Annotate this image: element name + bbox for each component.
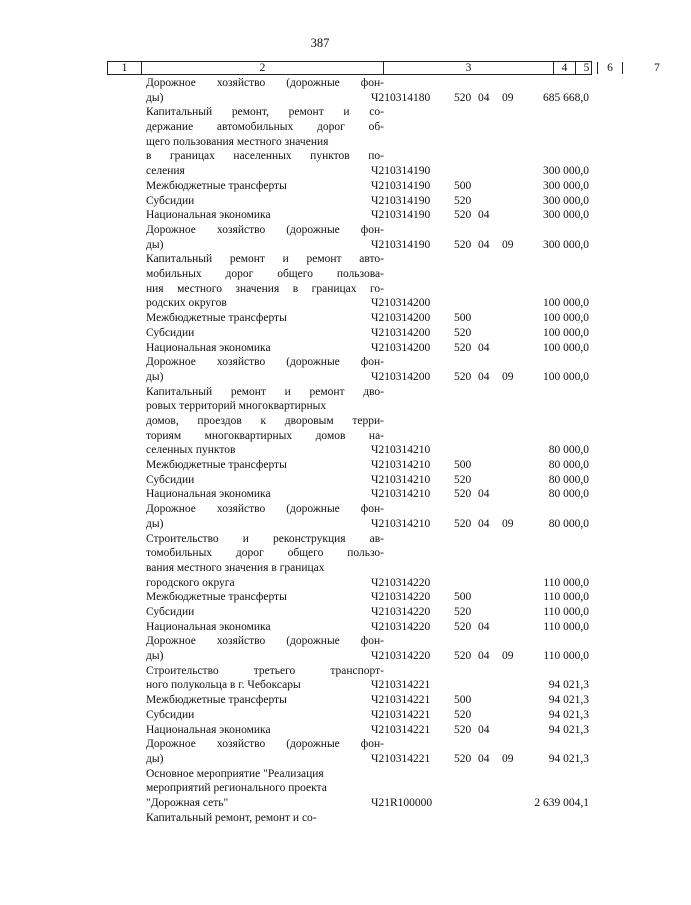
row-name-line: Дорожное хозяйство (дорожные фон- bbox=[146, 635, 384, 648]
row-name bbox=[146, 252, 384, 311]
table-row bbox=[0, 811, 640, 826]
row-name-line: в границах населенных пунктов по- bbox=[146, 150, 384, 163]
row-target-code: Ч210314221 bbox=[371, 752, 431, 765]
row-name-line: домов, проездов к дворовым терри- bbox=[146, 414, 384, 427]
row-target-code: Ч210314210 bbox=[371, 459, 431, 472]
table-row bbox=[0, 737, 640, 766]
row-amount: 110 000,0 bbox=[543, 576, 589, 589]
row-name-line: Национальная экономика bbox=[146, 620, 271, 633]
row-name-line: Дорожное хозяйство (дорожные фон- bbox=[146, 356, 384, 369]
row-target-code: Ч210314210 bbox=[371, 473, 431, 486]
row-amount: 100 000,0 bbox=[543, 341, 589, 354]
table-row bbox=[0, 487, 640, 502]
row-expense-type: 520 bbox=[454, 708, 472, 721]
row-name-line: Дорожное хозяйство (дорожные фон- bbox=[146, 503, 384, 516]
table-row bbox=[0, 708, 640, 723]
table-row bbox=[0, 473, 640, 488]
row-name-line: Строительство третьего транспорт- bbox=[146, 664, 384, 677]
row-target-code: Ч210314200 bbox=[371, 312, 431, 325]
row-expense-type: 520 bbox=[454, 620, 472, 633]
row-amount: 80 000,0 bbox=[548, 459, 589, 472]
row-expense-type: 520 bbox=[454, 606, 472, 619]
row-name-line: щего пользования местного значения bbox=[146, 135, 329, 148]
row-subsection: 09 bbox=[502, 238, 514, 251]
row-amount: 300 000,0 bbox=[543, 238, 589, 251]
row-amount: 2 639 004,1 bbox=[534, 797, 589, 810]
row-name-line: вания местного значения в границах bbox=[146, 561, 325, 574]
row-amount: 94 021,3 bbox=[548, 679, 589, 692]
row-target-code: Ч210314220 bbox=[371, 650, 431, 663]
row-amount: 80 000,0 bbox=[548, 488, 589, 501]
row-target-code: Ч210314210 bbox=[371, 444, 431, 457]
row-expense-type: 520 bbox=[454, 209, 472, 222]
row-name bbox=[146, 76, 384, 105]
row-name-line: городского округа bbox=[146, 576, 235, 589]
row-target-code: Ч210314190 bbox=[371, 194, 431, 207]
row-name bbox=[146, 620, 384, 635]
row-target-code: Ч210314221 bbox=[371, 708, 431, 721]
row-expense-type: 500 bbox=[454, 179, 472, 192]
row-name-line: ды) bbox=[146, 752, 164, 765]
row-name bbox=[146, 223, 384, 252]
row-target-code: Ч210314210 bbox=[371, 517, 431, 530]
row-name bbox=[146, 385, 384, 458]
row-expense-type: 500 bbox=[454, 694, 472, 707]
row-name-line: ды) bbox=[146, 650, 164, 663]
page-number: 387 bbox=[310, 36, 330, 50]
table-row bbox=[0, 620, 640, 635]
row-target-code: Ч210314221 bbox=[371, 694, 431, 707]
row-expense-type: 520 bbox=[454, 488, 472, 501]
header-col-5: 5 bbox=[576, 62, 598, 74]
row-name bbox=[146, 605, 384, 620]
table-row bbox=[0, 252, 640, 311]
row-amount: 80 000,0 bbox=[548, 444, 589, 457]
row-expense-type: 520 bbox=[454, 238, 472, 251]
row-target-code: Ч210314220 bbox=[371, 620, 431, 633]
header-col-4: 4 bbox=[554, 62, 576, 74]
table-row bbox=[0, 223, 640, 252]
row-amount: 94 021,3 bbox=[548, 723, 589, 736]
row-amount: 300 000,0 bbox=[543, 209, 589, 222]
row-name-line: Национальная экономика bbox=[146, 341, 271, 354]
row-name-line: томобильных дорог общего пользо- bbox=[146, 547, 384, 560]
row-expense-type: 520 bbox=[454, 341, 472, 354]
row-amount: 100 000,0 bbox=[543, 370, 589, 383]
row-name bbox=[146, 341, 384, 356]
row-name-line: Национальная экономика bbox=[146, 209, 271, 222]
row-target-code: Ч210314200 bbox=[371, 370, 431, 383]
row-expense-type: 520 bbox=[454, 723, 472, 736]
row-amount: 110 000,0 bbox=[543, 591, 589, 604]
row-name bbox=[146, 326, 384, 341]
table-row bbox=[0, 105, 640, 179]
table-row bbox=[0, 502, 640, 531]
row-name-line: ды) bbox=[146, 517, 164, 530]
row-name-line: ния местного значения в границах го- bbox=[146, 282, 384, 295]
table-row bbox=[0, 693, 640, 708]
row-name bbox=[146, 355, 384, 384]
row-target-code: Ч210314220 bbox=[371, 606, 431, 619]
row-subsection: 09 bbox=[502, 91, 514, 104]
row-name bbox=[146, 179, 384, 194]
row-name bbox=[146, 708, 384, 723]
row-section: 04 bbox=[478, 91, 490, 104]
header-col-7: 7 bbox=[654, 62, 660, 74]
row-name bbox=[146, 502, 384, 531]
table-row bbox=[0, 458, 640, 473]
row-expense-type: 520 bbox=[454, 473, 472, 486]
row-target-code: Ч210314221 bbox=[371, 679, 431, 692]
row-target-code: Ч210314220 bbox=[371, 576, 431, 589]
row-expense-type: 500 bbox=[454, 312, 472, 325]
row-amount: 80 000,0 bbox=[548, 517, 589, 530]
row-name-line: селенных пунктов bbox=[146, 444, 236, 457]
row-name bbox=[146, 208, 384, 223]
row-amount: 100 000,0 bbox=[543, 326, 589, 339]
row-section: 04 bbox=[478, 370, 490, 383]
row-name-line: ного полукольца в г. Чебоксары bbox=[146, 679, 301, 692]
table-row bbox=[0, 326, 640, 341]
row-name-line: ды) bbox=[146, 91, 164, 104]
table-row bbox=[0, 341, 640, 356]
row-amount: 94 021,3 bbox=[548, 752, 589, 765]
row-target-code: Ч210314221 bbox=[371, 723, 431, 736]
row-target-code: Ч210314200 bbox=[371, 326, 431, 339]
row-expense-type: 500 bbox=[454, 459, 472, 472]
row-name bbox=[146, 311, 384, 326]
table-row bbox=[0, 590, 640, 605]
row-section: 04 bbox=[478, 341, 490, 354]
table-row bbox=[0, 532, 640, 591]
row-expense-type: 520 bbox=[454, 650, 472, 663]
row-name-line: Межбюджетные трансферты bbox=[146, 591, 287, 604]
table-row bbox=[0, 355, 640, 384]
row-amount: 94 021,3 bbox=[548, 708, 589, 721]
row-name-line: Субсидии bbox=[146, 606, 195, 619]
table-row bbox=[0, 208, 640, 223]
row-section: 04 bbox=[478, 517, 490, 530]
header-col-2: 2 bbox=[142, 62, 384, 74]
row-expense-type: 520 bbox=[454, 91, 472, 104]
row-target-code: Ч210314190 bbox=[371, 165, 431, 178]
table-row bbox=[0, 664, 640, 693]
row-target-code: Ч21R100000 bbox=[371, 797, 433, 810]
row-target-code: Ч210314190 bbox=[371, 209, 431, 222]
table-row bbox=[0, 194, 640, 209]
row-name bbox=[146, 767, 384, 811]
row-name-line: Капитальный ремонт, ремонт и со- bbox=[146, 811, 317, 824]
header-col-1: 1 bbox=[108, 62, 142, 74]
row-name-line: Дорожное хозяйство (дорожные фон- bbox=[146, 738, 384, 751]
row-target-code: Ч210314220 bbox=[371, 591, 431, 604]
row-name-line: ды) bbox=[146, 238, 164, 251]
row-name bbox=[146, 693, 384, 708]
row-expense-type: 520 bbox=[454, 370, 472, 383]
table-row bbox=[0, 605, 640, 620]
row-name bbox=[146, 634, 384, 663]
row-name-line: Капитальный ремонт и ремонт авто- bbox=[146, 253, 384, 266]
row-section: 04 bbox=[478, 723, 490, 736]
row-section: 04 bbox=[478, 650, 490, 663]
row-amount: 685 668,0 bbox=[543, 91, 589, 104]
table-body bbox=[0, 76, 640, 825]
row-name bbox=[146, 458, 384, 473]
row-target-code: Ч210314180 bbox=[371, 91, 431, 104]
row-subsection: 09 bbox=[502, 752, 514, 765]
row-name-line: ровых территорий многоквартирных bbox=[146, 400, 327, 413]
row-target-code: Ч210314200 bbox=[371, 341, 431, 354]
header-col-3: 3 bbox=[384, 62, 554, 74]
row-name bbox=[146, 723, 384, 738]
row-expense-type: 520 bbox=[454, 517, 472, 530]
row-amount: 100 000,0 bbox=[543, 297, 589, 310]
row-section: 04 bbox=[478, 209, 490, 222]
row-name-line: Капитальный ремонт и ремонт дво- bbox=[146, 385, 384, 398]
row-name bbox=[146, 473, 384, 488]
row-amount: 80 000,0 bbox=[548, 473, 589, 486]
row-subsection: 09 bbox=[502, 370, 514, 383]
row-section: 04 bbox=[478, 488, 490, 501]
row-amount: 300 000,0 bbox=[543, 194, 589, 207]
table-row bbox=[0, 723, 640, 738]
row-amount: 300 000,0 bbox=[543, 165, 589, 178]
row-name-line: держание автомобильных дорог об- bbox=[146, 121, 384, 134]
row-section: 04 bbox=[478, 620, 490, 633]
table-row bbox=[0, 311, 640, 326]
row-name-line: Национальная экономика bbox=[146, 488, 271, 501]
row-name bbox=[146, 811, 384, 826]
row-name bbox=[146, 487, 384, 502]
row-name-line: Основное мероприятие "Реализация bbox=[146, 767, 324, 780]
row-section: 04 bbox=[478, 752, 490, 765]
row-name-line: Межбюджетные трансферты bbox=[146, 459, 287, 472]
row-name-line: Субсидии bbox=[146, 194, 195, 207]
row-name-line: Межбюджетные трансферты bbox=[146, 312, 287, 325]
row-name bbox=[146, 737, 384, 766]
row-amount: 110 000,0 bbox=[543, 650, 589, 663]
row-name-line: родских округов bbox=[146, 297, 227, 310]
row-expense-type: 500 bbox=[454, 591, 472, 604]
row-amount: 300 000,0 bbox=[543, 179, 589, 192]
row-name-line: селения bbox=[146, 165, 185, 178]
row-target-code: Ч210314210 bbox=[371, 488, 431, 501]
table-row bbox=[0, 767, 640, 811]
row-name bbox=[146, 105, 384, 178]
row-name-line: Межбюджетные трансферты bbox=[146, 179, 287, 192]
row-name-line: Субсидии bbox=[146, 708, 195, 721]
row-target-code: Ч210314190 bbox=[371, 179, 431, 192]
row-amount: 110 000,0 bbox=[543, 606, 589, 619]
row-name-line: Национальная экономика bbox=[146, 723, 271, 736]
row-target-code: Ч210314190 bbox=[371, 238, 431, 251]
row-name-line: ториям многоквартирных домов на- bbox=[146, 429, 384, 442]
row-subsection: 09 bbox=[502, 517, 514, 530]
row-expense-type: 520 bbox=[454, 752, 472, 765]
row-amount: 94 021,3 bbox=[548, 694, 589, 707]
table-row bbox=[0, 76, 640, 105]
row-subsection: 09 bbox=[502, 650, 514, 663]
row-name bbox=[146, 664, 384, 693]
row-name-line: мобильных дорог общего пользова- bbox=[146, 268, 384, 281]
table-header bbox=[107, 61, 660, 75]
table-row bbox=[0, 385, 640, 459]
row-target-code: Ч210314200 bbox=[371, 297, 431, 310]
row-amount: 100 000,0 bbox=[543, 312, 589, 325]
row-name-line: мероприятий регионального проекта bbox=[146, 782, 327, 795]
row-name-line: Субсидии bbox=[146, 326, 195, 339]
table-row bbox=[0, 634, 640, 663]
row-name-line: Субсидии bbox=[146, 473, 195, 486]
row-name-line: "Дорожная сеть" bbox=[146, 797, 229, 810]
row-name-line: Капитальный ремонт, ремонт и со- bbox=[146, 106, 384, 119]
row-amount: 110 000,0 bbox=[543, 620, 589, 633]
row-name-line: Дорожное хозяйство (дорожные фон- bbox=[146, 77, 384, 89]
row-name-line: ды) bbox=[146, 370, 164, 383]
header-col-6: 6 bbox=[598, 62, 623, 74]
row-name bbox=[146, 590, 384, 605]
row-expense-type: 520 bbox=[454, 194, 472, 207]
table-row bbox=[0, 179, 640, 194]
row-name bbox=[146, 532, 384, 591]
row-name-line: Строительство и реконструкция ав- bbox=[146, 532, 384, 545]
row-name-line: Межбюджетные трансферты bbox=[146, 694, 287, 707]
row-section: 04 bbox=[478, 238, 490, 251]
row-name bbox=[146, 194, 384, 209]
row-expense-type: 520 bbox=[454, 326, 472, 339]
row-name-line: Дорожное хозяйство (дорожные фон- bbox=[146, 223, 384, 236]
